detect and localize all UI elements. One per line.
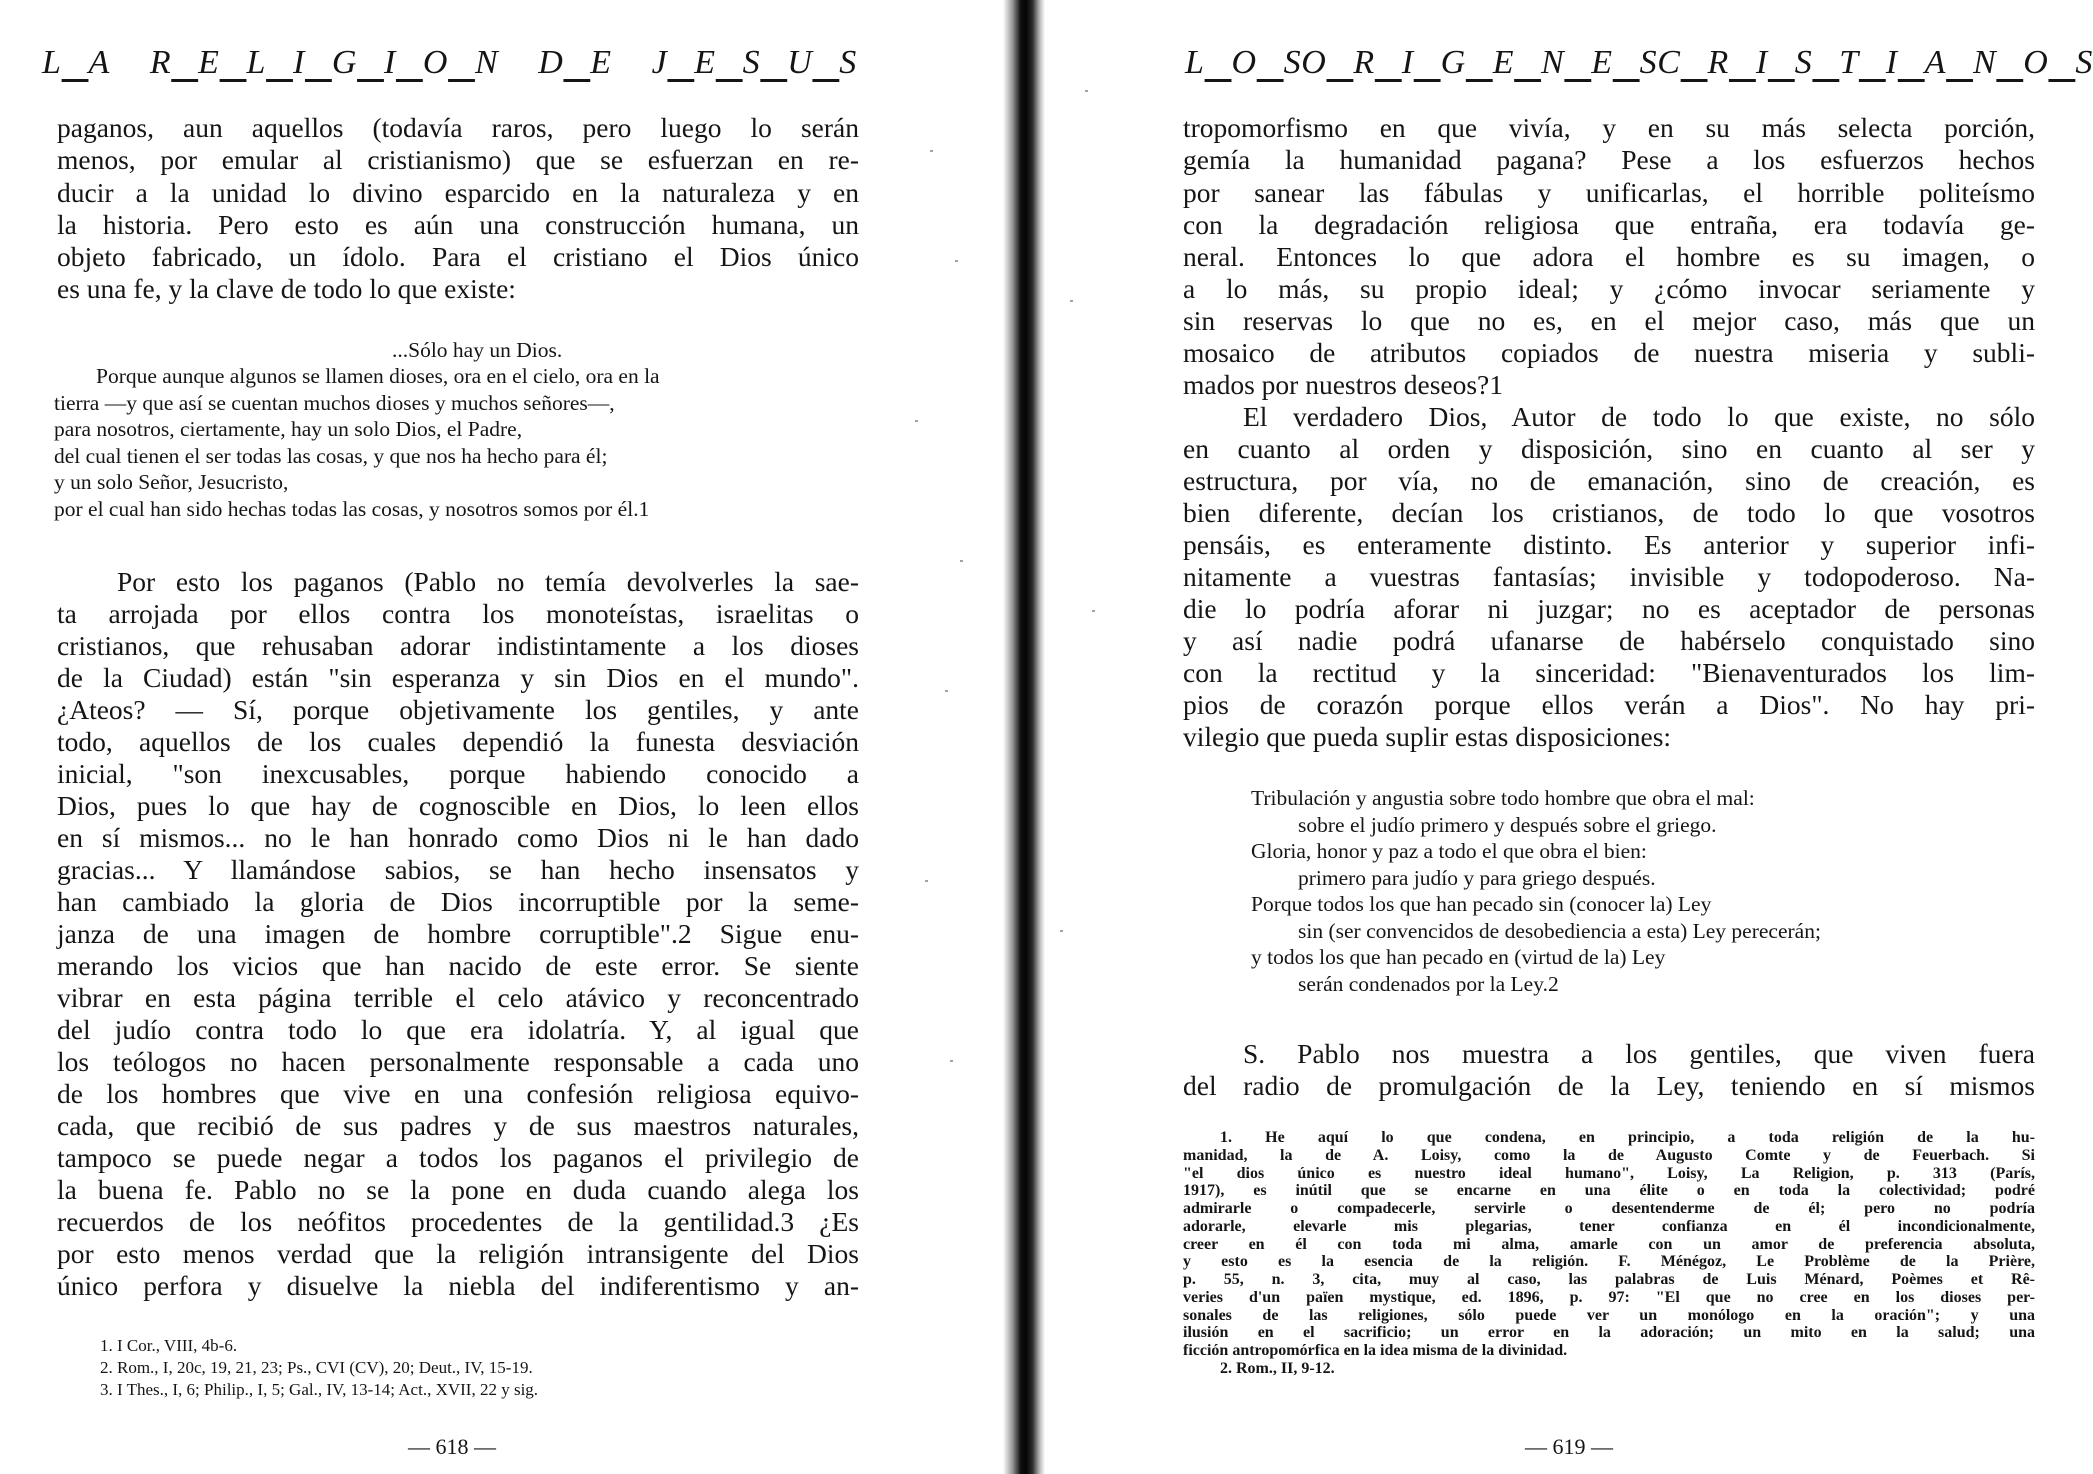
footnote-line: 1. I Cor., VIII, 4b-6. <box>100 1336 238 1355</box>
body-line: Por esto los paganos (Pablo no temía devolverles la sae- <box>117 566 859 597</box>
scan-speck <box>945 690 948 692</box>
body-line: paganos, aun aquellos (todavía raros, pero luego lo serán <box>57 112 859 143</box>
rh-letter: E <box>198 44 220 81</box>
quote-line: Porque todos los que han pecado sin (conocer la) Ley <box>1251 892 1712 916</box>
body-line: con la rectitud y la sinceridad: "Bienaventurados los lim- <box>1183 657 2035 688</box>
quote-line: del cual tienen el ser todas las cosas, y que nos ha hecho para él; <box>54 444 608 468</box>
rh-letter: I <box>383 44 396 81</box>
running-head <box>1185 44 2093 82</box>
body-line: ¿Ateos? — Sí, porque objetivamente los gentiles, y ante <box>57 694 859 725</box>
body-line: objeto fabricado, un ídolo. Para el cristiano el Dios único <box>57 241 859 272</box>
body-line: gemía la humanidad pagana? Pese a los esfuerzos hechos <box>1183 144 2035 175</box>
body-line: por esto menos verdad que la religión intransigente del Dios <box>57 1238 859 1269</box>
body-line: estructura, por vía, no de emanación, sino de creación, es <box>1183 465 2035 496</box>
rh-letter: L <box>246 44 267 81</box>
quote-line: Porque aunque algunos se llamen dioses, ora en el cielo, ora en la <box>96 364 660 388</box>
rh-letter: E <box>590 44 612 81</box>
footnote-line: ilusión en el sacrificio; un error en la adoración; un mito en la salud; una <box>1183 1324 2035 1341</box>
scan-speck <box>915 420 918 422</box>
rh-letter: I <box>1755 44 1768 81</box>
scan-speck <box>955 260 958 262</box>
rh-letter: N <box>1972 44 1997 81</box>
body-line: nitamente a vuestras fantasías; invisible y todopoderoso. Na- <box>1183 561 2035 592</box>
rh-letter: O <box>1301 44 1327 81</box>
body-line: de los hombres que vive en una confesión religiosa equivo- <box>57 1078 859 1109</box>
quote-line: sobre el judío primero y después sobre el griego. <box>1298 813 1717 837</box>
rh-letter: N <box>1541 44 1565 81</box>
body-line: neral. Entonces lo que adora el hombre es su imagen, o <box>1183 241 2035 272</box>
body-line: bien diferente, decían los cristianos, de todo lo que vosotros <box>1183 497 2035 528</box>
rh-letter: E <box>1591 44 1613 81</box>
footnote-line: sonales de las religiones, sólo puede ver un monólogo en la oración"; y una <box>1183 1307 2035 1324</box>
rh-letter: R <box>1707 44 1729 81</box>
rh-letter: G <box>331 44 358 81</box>
rh-letter: U <box>787 44 813 81</box>
body-line: con la degradación religiosa que entraña, era todavía ge- <box>1183 209 2035 240</box>
footnote-line: 1917), es inútil que se encarne en una élite o en toda la colectividad; podré <box>1183 1182 2035 1199</box>
body-line: del radio de promulgación de la Ley, teniendo en sí mismos <box>1183 1070 2035 1101</box>
quote-line: para nosotros, ciertamente, hay un solo Dios, el Padre, <box>54 417 523 441</box>
running-head-word <box>42 44 110 82</box>
rh-letter: E <box>694 44 716 81</box>
rh-letter: O <box>1231 44 1257 81</box>
footnote-line: 2. Rom., II, 9-12. <box>1220 1360 1335 1377</box>
quote-line: sin (ser convencidos de desobediencia a esta) Ley perecerán; <box>1298 919 1821 943</box>
rh-letter: T <box>1839 44 1859 81</box>
page-number: — 618 — <box>408 1434 496 1459</box>
scan-speck <box>1085 90 1088 92</box>
scan-speck <box>925 880 928 882</box>
rh-letter: S <box>1283 44 1302 81</box>
body-line: todo, aquellos de los cuales dependió la funesta desviación <box>57 726 859 757</box>
body-line: vilegio que pueda suplir estas disposiciones: <box>1183 721 1672 752</box>
body-line: en cuanto al orden y disposición, sino en cuanto al ser y <box>1183 433 2035 464</box>
body-line: ta arrojada por ellos contra los monoteístas, israelitas o <box>57 598 859 629</box>
page-number: — 619 — <box>1525 1434 1613 1459</box>
body-line: menos, por emular al cristianismo) que se esfuerzan en re- <box>57 144 859 175</box>
scan-speck <box>950 1060 953 1062</box>
quote-line: Tribulación y angustia sobre todo hombre que obra el mal: <box>1251 786 1755 810</box>
book-gutter <box>1003 0 1045 1474</box>
footnote-line: veries d'un païen mystique, ed. 1896, p. 97: "El que no cree en los dioses per- <box>1183 1289 2035 1306</box>
body-line: cada, que recibió de sus padres y de sus maestros naturales, <box>57 1110 859 1141</box>
rh-letter: I <box>1885 44 1898 81</box>
footnote-line: p. 55, n. 3, cita, muy al caso, las palabras de Luis Ménard, Poèmes et Rê- <box>1183 1271 2035 1288</box>
quote-line: ...Sólo hay un Dios. <box>392 338 563 362</box>
rh-letter: O <box>2023 44 2049 81</box>
body-line: El verdadero Dios, Autor de todo lo que existe, no sólo <box>1243 401 2035 432</box>
running-head-word <box>1657 44 2093 82</box>
rh-letter: G <box>1440 44 1466 81</box>
body-line: die lo podría aforar ni juzgar; no es aceptador de personas <box>1183 593 2035 624</box>
quote-line: Gloria, honor y paz a todo el que obra el bien: <box>1251 839 1647 863</box>
left-page <box>0 0 1003 1474</box>
rh-letter: L <box>42 44 62 81</box>
running-head-word <box>652 44 857 82</box>
body-line: sin reservas lo que no es, en el mejor caso, más que un <box>1183 305 2035 336</box>
rh-letter: N <box>474 44 499 81</box>
body-line: han cambiado la gloria de Dios incorruptible por la seme- <box>57 886 859 917</box>
body-line: pensáis, es enteramente distinto. Es anterior y superior infi- <box>1183 529 2035 560</box>
rh-letter: R <box>149 44 172 81</box>
body-line: del judío contra todo lo que era idolatría. Y, al igual que <box>57 1014 859 1045</box>
running-head-word <box>1301 44 1657 82</box>
body-line: por sanear las fábulas y unificarlas, el horrible politeísmo <box>1183 177 2035 208</box>
rh-letter: D <box>538 44 564 81</box>
scan-speck <box>930 150 933 152</box>
body-line: janza de una imagen de hombre corruptible".2 Sigue enu- <box>57 918 859 949</box>
body-line: mosaico de atributos copiados de nuestra miseria y subli- <box>1183 337 2035 368</box>
quote-line: y todos los que han pecado en (virtud de la) Ley <box>1251 945 1666 969</box>
body-line: de la Ciudad) están "sin esperanza y sin Dios en el mundo". <box>57 662 859 693</box>
body-line: recuerdos de los neófitos procedentes de la gentilidad.3 ¿Es <box>57 1206 859 1237</box>
rh-letter: O <box>422 44 449 81</box>
rh-letter: J <box>651 44 668 81</box>
body-line: merando los vicios que han nacido de este error. Se siente <box>57 950 859 981</box>
rh-letter: S <box>1794 44 1813 81</box>
running-head <box>42 44 857 82</box>
footnote-line: 3. I Thes., I, 6; Philip., I, 5; Gal., IV, 13-14; Act., XVII, 22 y sig. <box>100 1380 539 1399</box>
footnote-line: 1. He aquí lo que condena, en principio, a toda religión de la hu- <box>1220 1129 2035 1146</box>
body-line: Dios, pues lo que hay de cognoscible en Dios, lo leen ellos <box>57 790 859 821</box>
body-line: los teólogos no hacen personalmente responsable a cada uno <box>57 1046 859 1077</box>
body-line: cristianos, que rehusaban adorar indistintamente a los dioses <box>57 630 859 661</box>
footnote-line: adorarle, elevarle mis plegarias, tener confianza en él incondicionalmente, <box>1183 1218 2035 1235</box>
footnote-line: y esto es la esencia de la religión. F. Ménégoz, Le Problème de la Prière, <box>1183 1253 2035 1270</box>
rh-letter: S <box>1639 44 1658 81</box>
rh-letter: A <box>88 44 110 81</box>
body-line: en sí mismos... no le han honrado como Dios ni le han dado <box>57 822 859 853</box>
body-line: vibrar en esta página terrible el celo atávico y reconcentrado <box>57 982 859 1013</box>
body-line: la buena fe. Pablo no se la pone en duda cuando alega los <box>57 1174 859 1205</box>
rh-letter: S <box>839 44 857 81</box>
quote-line: serán condenados por la Ley.2 <box>1298 972 1559 996</box>
running-head-word <box>150 44 498 82</box>
body-line: tampoco se puede negar a todos los paganos el privilegio de <box>57 1142 859 1173</box>
running-head-word <box>1185 44 1301 82</box>
footnote-line: manidad, la de A. Loisy, como la de Augusto Comte y de Feuerbach. Si <box>1183 1147 2035 1164</box>
body-line: inicial, "son inexcusables, porque habiendo conocido a <box>57 758 859 789</box>
rh-letter: R <box>1353 44 1375 81</box>
rh-letter: L <box>1185 44 1205 81</box>
rh-letter: S <box>2075 44 2093 81</box>
body-line: es una fe, y la clave de todo lo que existe: <box>57 273 516 304</box>
footnote-line: ficción antropomórfica en la idea misma de la divinidad. <box>1183 1342 1568 1359</box>
quote-line: primero para judío y para griego después. <box>1298 866 1656 890</box>
rh-letter: A <box>1924 44 1947 81</box>
body-line: a lo más, su propio ideal; y ¿cómo invocar seriamente y <box>1183 273 2035 304</box>
body-line: único perfora y disuelve la niebla del indiferentismo y an- <box>57 1270 859 1301</box>
body-line: pios de corazón porque ellos verán a Dios". No hay pri- <box>1183 689 2035 720</box>
body-line: la historia. Pero esto es aún una construcción humana, un <box>57 209 859 240</box>
rh-letter: I <box>1401 44 1414 81</box>
rh-letter: E <box>1492 44 1515 81</box>
scan-speck <box>1060 930 1063 932</box>
footnote-line: "el dios único es nuestro ideal humano", Loisy, La Religion, p. 313 (París, <box>1183 1165 2035 1182</box>
footnote-line: creer en él con toda mi alma, amarle con un amor de preferencia absoluta, <box>1183 1236 2035 1253</box>
body-line: tropomorfismo en que vivía, y en su más selecta porción, <box>1183 112 2035 143</box>
running-head-word <box>538 44 612 82</box>
footnote-line: 2. Rom., I, 20c, 19, 21, 23; Ps., CVI (CV), 20; Deut., IV, 15-19. <box>100 1358 533 1377</box>
rh-letter: I <box>292 44 305 81</box>
right-page <box>1045 0 2093 1474</box>
body-line: ducir a la unidad lo divino esparcido en la naturaleza y en <box>57 177 859 208</box>
footnote-line: admirarle o compadecerle, servirle o desentenderme de él; pero no podría <box>1183 1200 2035 1217</box>
quote-line: y un solo Señor, Jesucristo, <box>54 470 289 494</box>
quote-line: tierra —y que así se cuentan muchos dioses y muchos señores—, <box>54 391 615 415</box>
scan-speck <box>960 560 963 562</box>
body-line: gracias... Y llamándose sabios, se han hecho insensatos y <box>57 854 859 885</box>
scan-speck <box>1070 300 1073 302</box>
scan-speck <box>1092 610 1095 612</box>
body-line: y así nadie podrá ufanarse de habérselo conquistado sino <box>1183 625 2035 656</box>
rh-letter: S <box>742 44 761 81</box>
body-line: S. Pablo nos muestra a los gentiles, que viven fuera <box>1243 1038 2035 1069</box>
quote-line: por el cual han sido hechas todas las cosas, y nosotros somos por él.1 <box>54 497 650 521</box>
body-line: mados por nuestros deseos?1 <box>1183 369 1504 400</box>
rh-letter: C <box>1657 44 1681 81</box>
